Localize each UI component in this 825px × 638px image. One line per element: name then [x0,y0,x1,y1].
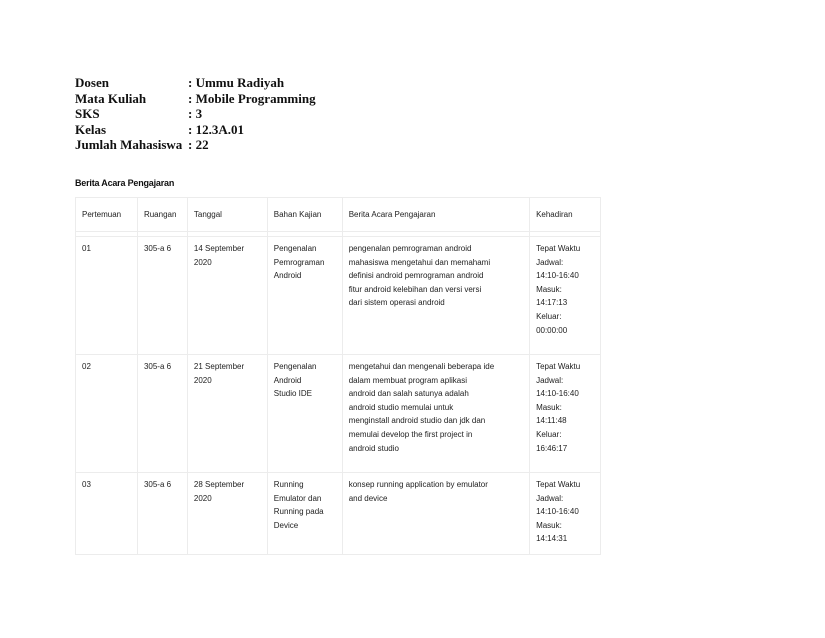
info-row-kelas [75,122,316,138]
table-header-row [76,198,601,232]
cell-tanggal: 28 September 2020 [187,473,267,555]
table-row [76,355,601,473]
header-pertemuan: Pertemuan [76,198,138,232]
cell-bahan-kajian: Pengenalan Android Studio IDE [267,355,342,473]
header-ruangan: Ruangan [137,198,187,232]
cell-pertemuan: 03 [76,473,138,555]
info-label: SKS [75,106,100,122]
table-row [76,237,601,355]
header-kehadiran: Kehadiran [530,198,601,232]
cell-berita-acara: mengetahui dan mengenali beberapa ide dalam membuat program aplikasi android dan salah satunya adalah android studio memulai untuk menginstall android studio dan jdk dan memulai develop the first project in android studio [342,355,529,473]
cell-ruangan: 305-a 6 [137,355,187,473]
info-row-sks [75,106,316,122]
info-row-dosen [75,75,316,91]
cell-bahan-kajian: Running Emulator dan Running pada Device [267,473,342,555]
info-label: Kelas [75,121,107,137]
info-value: : 12.3A.01 [188,121,244,137]
header-bahan-kajian: Bahan Kajian [267,198,342,232]
info-row-jumlah-mahasiswa [75,137,316,153]
cell-bahan-kajian: Pengenalan Pemrograman Android [267,237,342,355]
info-value: : 22 [188,137,209,153]
cell-pertemuan: 01 [76,237,138,355]
cell-tanggal: 21 September 2020 [187,355,267,473]
cell-tanggal: 14 September 2020 [187,237,267,355]
course-info [75,75,316,153]
info-label: Jumlah Mahasiswa [75,137,183,153]
header-berita-acara: Berita Acara Pengajaran [342,198,529,232]
info-label: Mata Kuliah [75,90,147,106]
cell-ruangan: 305-a 6 [137,237,187,355]
attendance-table [75,197,601,555]
info-row-mata-kuliah [75,91,316,107]
cell-kehadiran: Tepat Waktu Jadwal: 14:10-16:40 Masuk: 14:17:13 Keluar: 00:00:00 [530,237,601,355]
cell-pertemuan: 02 [76,355,138,473]
info-value: : Ummu Radiyah [188,75,285,90]
cell-berita-acara: pengenalan pemrograman android mahasiswa mengetahui dan memahami definisi android pemrograman android fitur android kelebihan dan versi versi dari sistem operasi android [342,237,529,355]
cell-berita-acara: konsep running application by emulator and device [342,473,529,555]
header-tanggal: Tanggal [187,198,267,232]
cell-ruangan: 305-a 6 [137,473,187,555]
cell-kehadiran: Tepat Waktu Jadwal: 14:10-16:40 Masuk: 14:11:48 Keluar: 16:46:17 [530,355,601,473]
section-title: Berita Acara Pengajaran [75,178,175,188]
info-label: Dosen [75,75,109,90]
cell-kehadiran: Tepat Waktu Jadwal: 14:10-16:40 Masuk: 14:14:31 [530,473,601,555]
info-value: : Mobile Programming [188,90,316,106]
table-row [76,473,601,555]
info-value: : 3 [188,106,203,122]
